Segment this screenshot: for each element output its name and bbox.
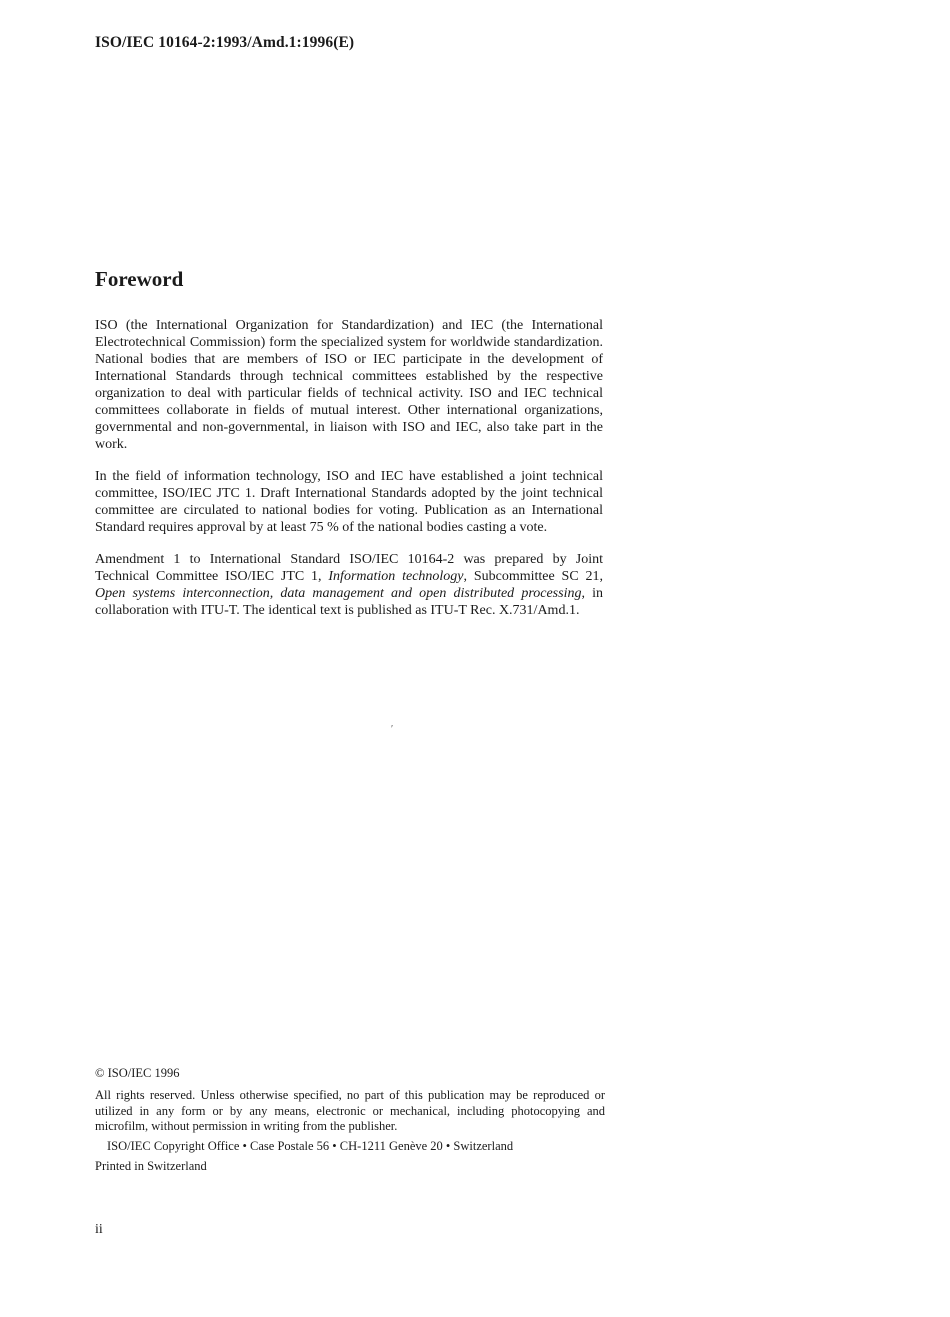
amendment-text-end: , in collaboration with ITU-T. The identical text is published as ITU-T Rec. X.731/Amd.1. — [95, 586, 603, 618]
rights-statement: All rights reserved. Unless otherwise specified, no part of this publication may be reproduced or utilized in any form or by any means, electronic or mechanical, including photocopying and microfilm, without permission in writing from the publisher. — [95, 1088, 605, 1133]
copyright-office-address: ISO/IEC Copyright Office • Case Postale 56 • CH-1211 Genève 20 • Switzerland — [107, 1139, 514, 1153]
amendment-text-start: Amendment 1 to International Standard ISO/IEC 10164-2 was prepared by Joint Technical Committee ISO/IEC JTC 1, — [95, 552, 603, 584]
printed-in-line: Printed in Switzerland — [95, 1159, 207, 1173]
foreword-paragraph-2: In the field of information technology, ISO and IEC have established a joint technical committee, ISO/IEC JTC 1. Draft International Standards adopted by the joint technical committee are circulated to national bodies for voting. Publication as an International Standard requires approval by at least 75 % of the national bodies casting a vote. — [95, 469, 603, 535]
committee-title: Information technology — [328, 569, 464, 584]
subcommittee-title: Open systems interconnection, data management and open distributed processing — [95, 586, 582, 601]
amendment-text-middle: , Subcommittee SC 21, — [463, 569, 604, 584]
page-number: ii — [95, 1222, 103, 1237]
scan-speck: ′ — [391, 724, 394, 735]
document-id-header: ISO/IEC 10164-2:1993/Amd.1:1996(E) — [95, 34, 355, 51]
section-title: Foreword — [95, 267, 184, 291]
foreword-paragraph-1: ISO (the International Organization for Standardization) and IEC (the International Electrotechnical Commission) form the specialized system for worldwide standardization. National bodies that are members of ISO or IEC participate in the development of International Standards through technical committees established by the respective organization to deal with particular fields of technical activity. ISO and IEC technical committees collaborate in fields of mutual interest. Other international organizations, governmental and non-governmental, in liaison with ISO and IEC, also take part in the work. — [95, 318, 603, 452]
copyright-line: © ISO/IEC 1996 — [95, 1066, 180, 1080]
foreword-paragraph-3 — [95, 551, 603, 619]
